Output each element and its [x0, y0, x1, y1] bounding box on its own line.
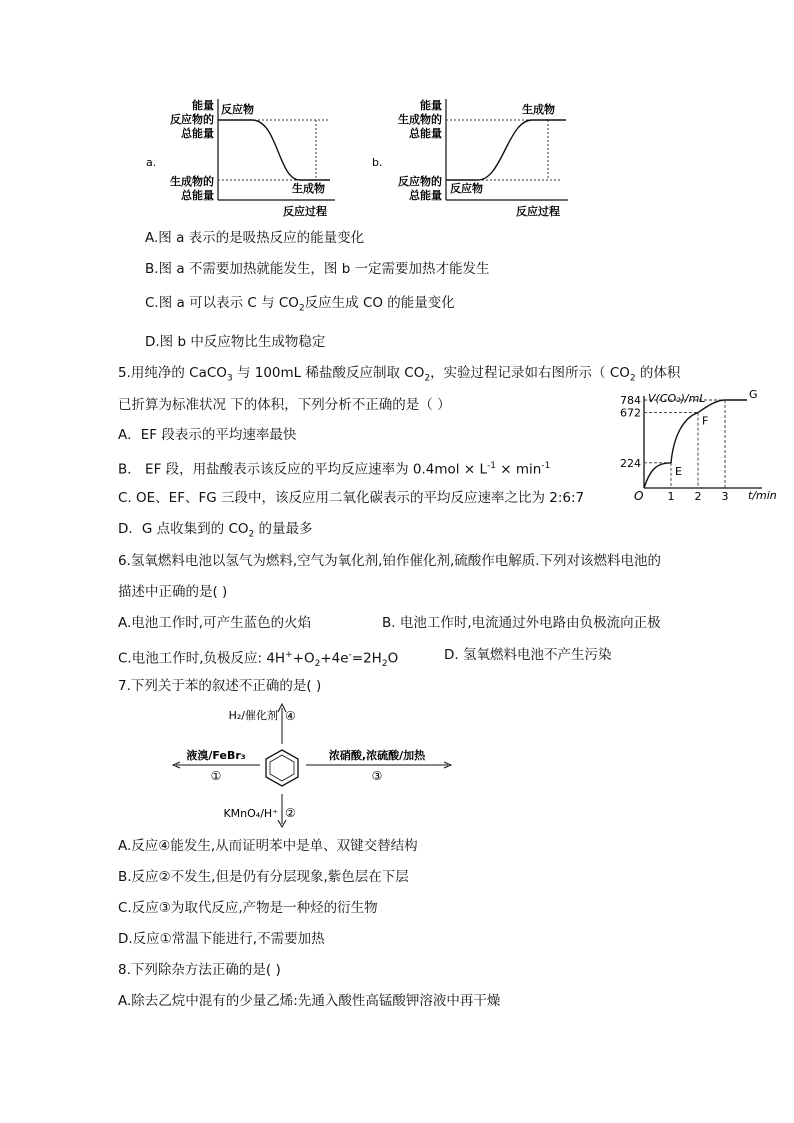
co2-volume-curve	[644, 400, 747, 488]
diagram-b-tag: b.	[372, 156, 383, 169]
reaction-2-label: ②	[285, 806, 296, 820]
chart-y-label: V(CO₂)/mL	[648, 392, 706, 405]
reagent-kmno4: KMnO₄/H⁺	[223, 807, 278, 820]
q6-stem-line-2: 描述中正确的是( )	[118, 584, 228, 600]
point-label-g: G	[749, 388, 758, 401]
diagram-b-bottom-label-1: 反应物的	[398, 175, 442, 188]
diagram-b-top-label-2: 总能量	[409, 127, 442, 140]
diagram-a-top-label-2: 总能量	[181, 127, 214, 140]
point-label-e: E	[675, 464, 682, 478]
x-tick-1: 1	[667, 490, 675, 503]
diagram-b-top-label-1: 生成物的	[398, 113, 442, 126]
diagram-a-start-label: 反应物	[221, 103, 254, 116]
q5-stem-line-1: 5.用纯净的 CaCO$_3$ 与 100mL 稀盐酸反应制取 $CO_2$，实验过程记录如右图所示（ $CO_2$ 的体积	[118, 365, 681, 384]
diagram-a-x-label: 反应过程	[283, 205, 327, 218]
diagram-a-bottom-label-2: 总能量	[181, 189, 214, 202]
y-tick-784: 784	[620, 394, 641, 407]
diagram-b-y-label: 能量	[420, 99, 442, 112]
co2-volume-chart	[612, 388, 784, 504]
q6-option-b: B. 电池工作时,电流通过外电路由负极流向正极	[382, 615, 661, 631]
diagram-a-top-label-1: 反应物的	[170, 113, 214, 126]
q7-stem: 7.下列关于苯的叙述不正确的是( )	[118, 678, 322, 694]
point-label-f: F	[702, 414, 709, 428]
reaction-1-label: ①	[210, 769, 222, 783]
q7-option-c: C.反应③为取代反应,产物是一种烃的衍生物	[118, 900, 378, 916]
q4-option-c: C.图 a 可以表示 C 与 $CO_2$反应生成 CO 的能量变化	[145, 295, 455, 314]
reagent-h2: H₂/催化剂	[228, 709, 278, 722]
q6-option-a: A.电池工作时,可产生蓝色的火焰	[118, 615, 312, 631]
diagram-a-y-label: 能量	[192, 99, 214, 112]
reaction-4-label: ④	[285, 709, 296, 723]
q5-option-a: A．EF 段表示的平均速率最快	[118, 427, 297, 443]
q6-option-d: D. 氢氧燃料电池不产生污染	[444, 647, 612, 663]
q4-option-d: D.图 b 中反应物比生成物稳定	[145, 334, 326, 350]
q7-option-b: B.反应②不发生,但是仍有分层现象,紫色层在下层	[118, 869, 409, 885]
y-tick-224: 224	[620, 456, 641, 470]
q8-option-a: A.除去乙烷中混有的少量乙烯:先通入酸性高锰酸钾溶液中再干燥	[118, 993, 501, 1009]
diagram-a-curve	[218, 120, 330, 180]
diagram-b-bottom-label-2: 总能量	[409, 189, 442, 202]
diagram-b-end-label: 生成物	[522, 103, 555, 116]
benzene-inner-ring	[270, 755, 294, 781]
q7-option-d: D.反应①常温下能进行,不需要加热	[118, 931, 325, 947]
reaction-3-label: ③	[371, 769, 383, 783]
energy-diagram-a	[140, 95, 350, 220]
q8-stem: 8.下列除杂方法正确的是( )	[118, 962, 281, 978]
reagent-br2: 液溴/FeBr₃	[186, 749, 246, 762]
q4-option-b: B.图 a 不需要加热就能发生，图 b 一定需要加热才能发生	[145, 261, 490, 277]
q5-option-d: D．G 点收集到的 $CO_2$ 的量最多	[118, 521, 313, 540]
q6-option-c: C.电池工作时,负极反应: $4H^++O_2+4e^-=2H_2O$	[118, 650, 399, 670]
energy-diagram-b	[370, 95, 580, 220]
diagram-a-bottom-label-1: 生成物的	[170, 175, 214, 188]
benzene-reaction-scheme	[170, 700, 470, 828]
chart-x-label: t/min	[748, 489, 777, 502]
q4-option-a: A.图 a 表示的是吸热反应的能量变化	[145, 230, 365, 246]
q7-option-a: A.反应④能发生,从而证明苯中是单、双键交替结构	[118, 838, 418, 854]
q5-option-b: B． EF 段，用盐酸表示该反应的平均反应速率为 $0.4mol \times L^{-1} \times \min^{-1}$	[118, 461, 551, 478]
y-tick-672: 672	[620, 406, 641, 420]
q5-option-c: C. OE、EF、FG 三段中，该反应用二氧化碳表示的平均反应速率之比为 2:6:7	[118, 490, 585, 506]
x-tick-2: 2	[694, 490, 702, 503]
chart-origin-label: O	[634, 489, 644, 503]
reagent-nitration: 浓硝酸,浓硫酸/加热	[328, 749, 426, 762]
diagram-b-x-label: 反应过程	[516, 205, 560, 218]
q6-stem-line-1: 6.氢氧燃料电池以氢气为燃料,空气为氧化剂,铂作催化剂,硫酸作电解质.下列对该燃料电池的	[118, 553, 662, 569]
x-tick-3: 3	[721, 490, 729, 503]
diagram-a-tag: a.	[146, 156, 157, 169]
diagram-a-end-label: 生成物	[292, 182, 325, 195]
q5-stem-line-2: 已折算为标准状况 下的体积，下列分析不正确的是（ ）	[118, 397, 451, 413]
diagram-b-start-label: 反应物	[450, 182, 483, 195]
